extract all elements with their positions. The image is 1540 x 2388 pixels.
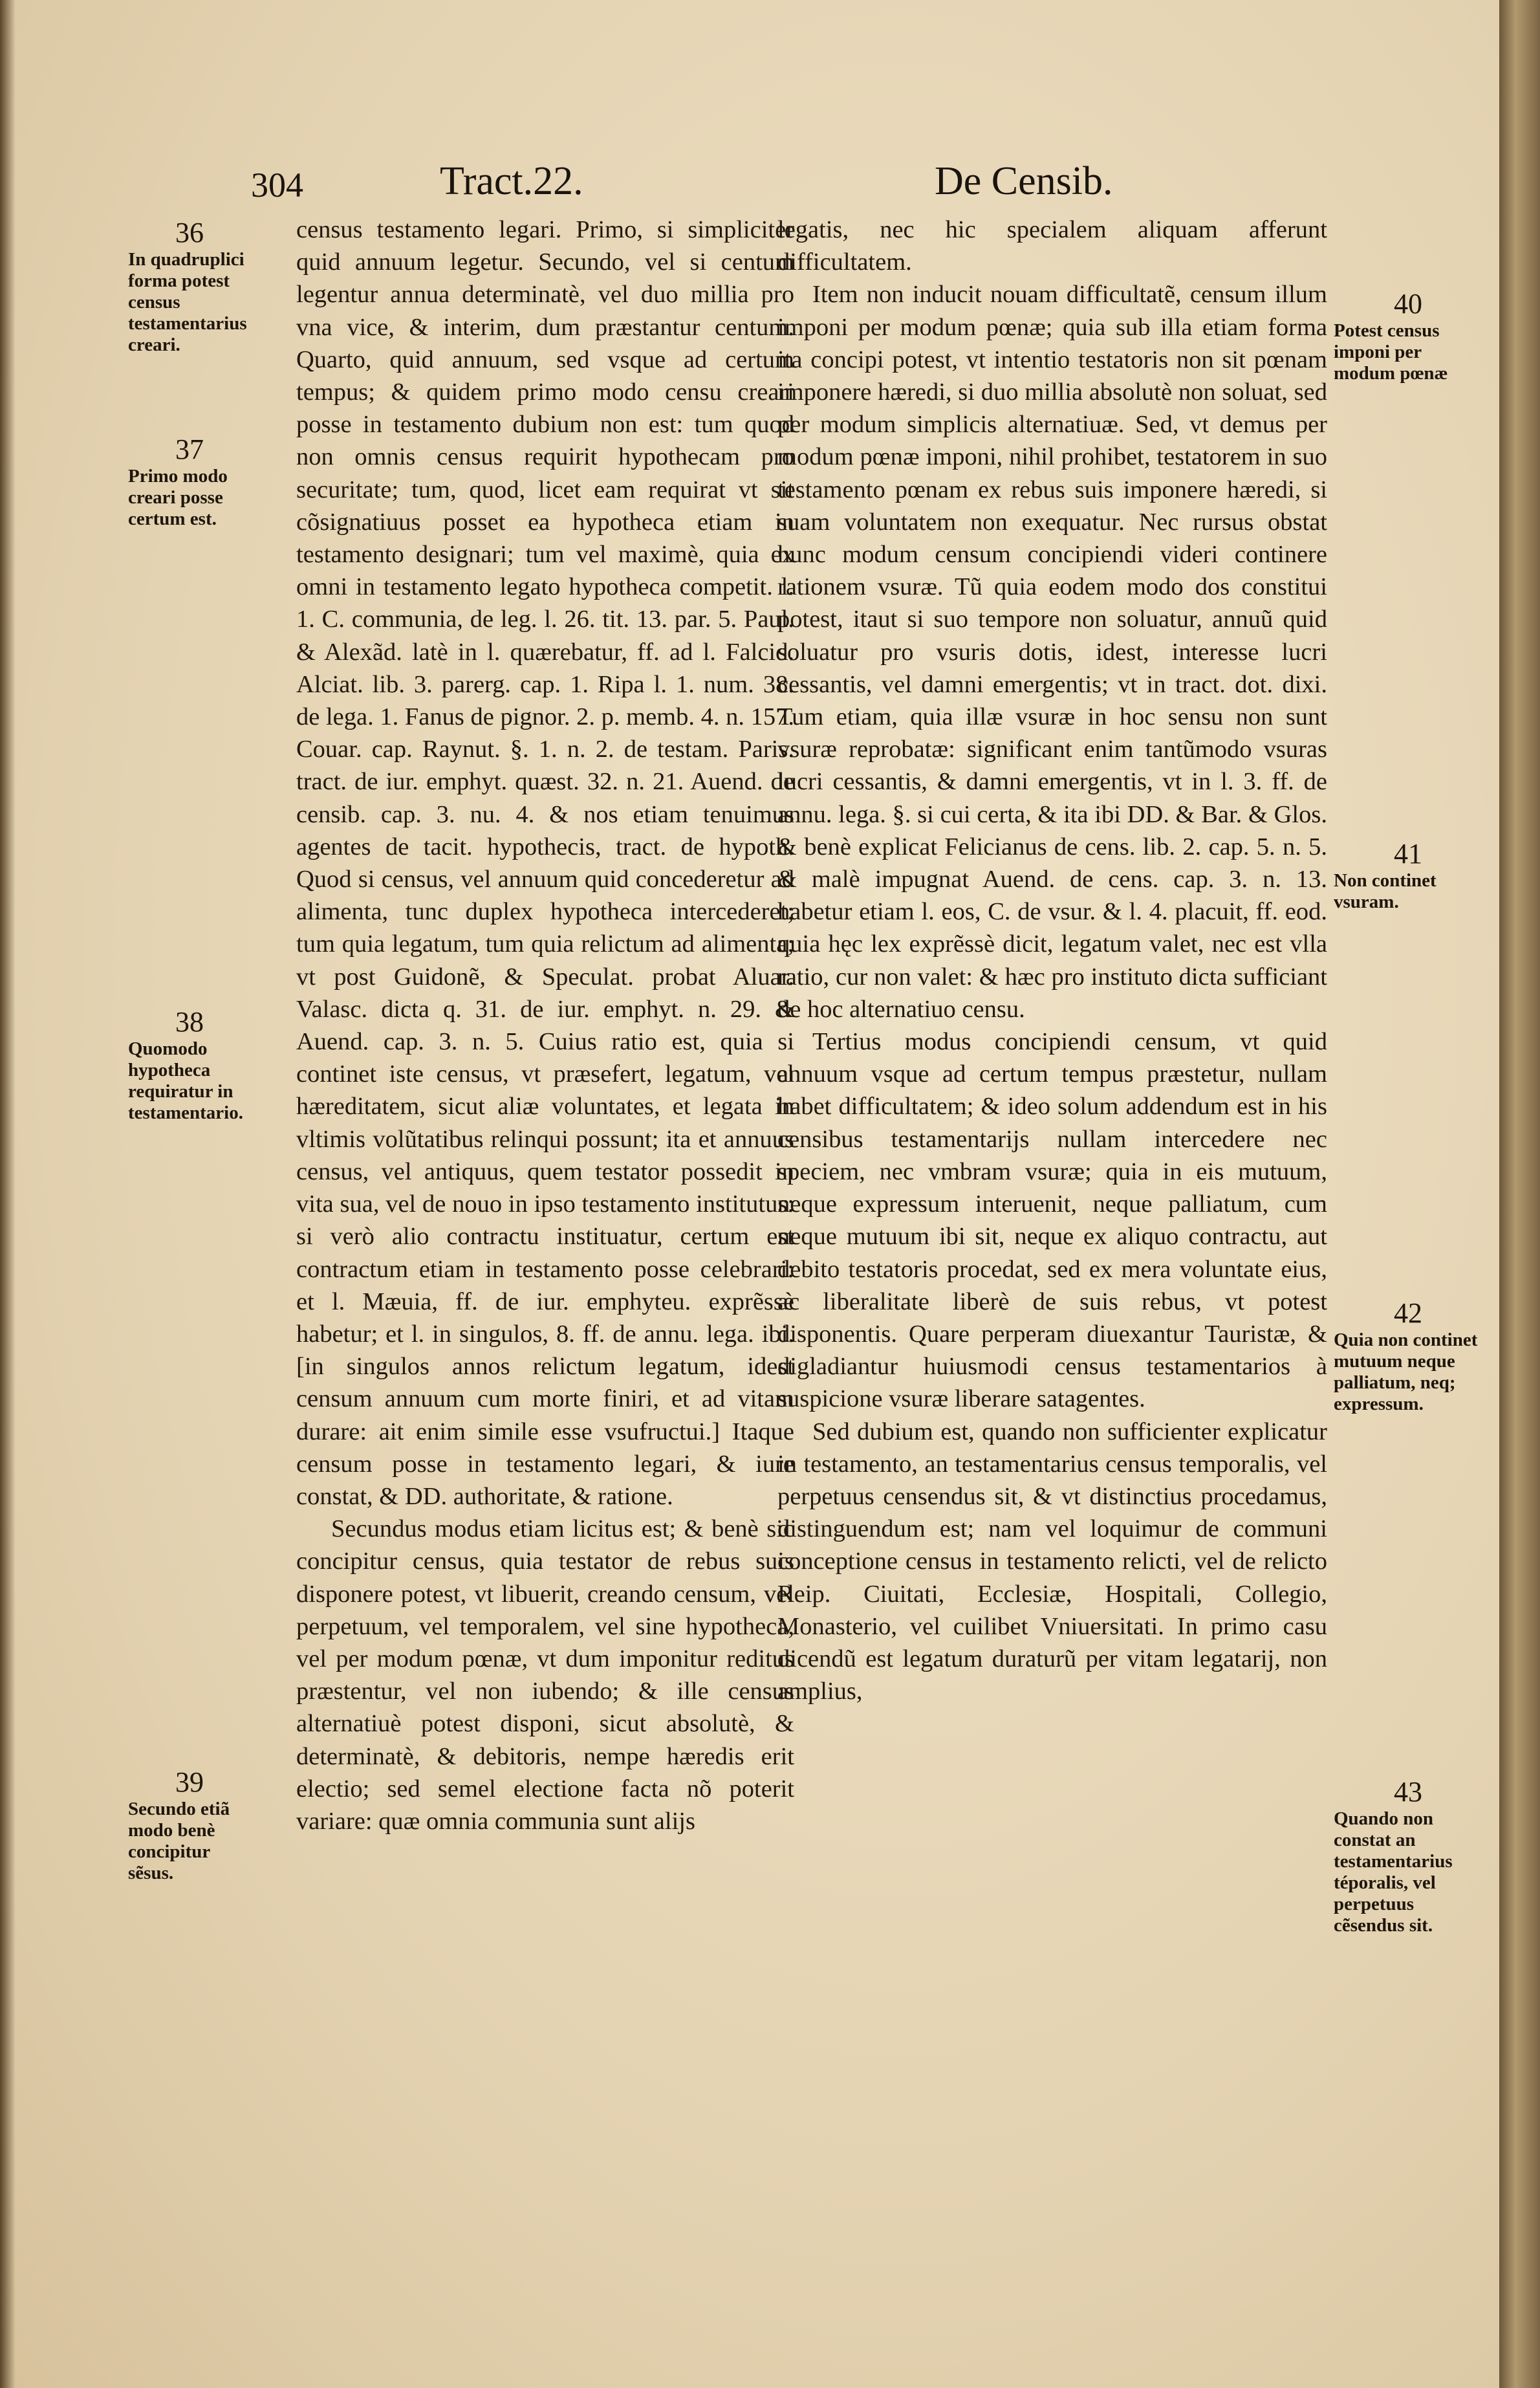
margin-note xyxy=(128,433,251,530)
paragraph: Sed dubium est, quando non sufficienter explicatur in testamento, an testamentarius census temporalis, vel perpetuus censendus sit, & vt distinctius procedamus, distinguendum est; nam vel loquimur de communi conceptione census in testamento relicti, vel de relicto Reip. Ciuitati, Ecclesiæ, Hospitali, Collegio, Monasterio, vel cuilibet Vniuersitati. In primo casu dicendũ est legatum duraturũ per vitam legatarij, non amplius, xyxy=(777,1418,1327,1705)
paragraph: Tertius modus concipiendi censum, vt quid annuum vsque ad certum tempus præstetur, nullam habet difficultatem; & ideo solum addendum est in his censibus testamentarijs nullam intercedere nec speciem, nec vmbram vsuræ; quia in eis mutuum, neque expressum interuenit, neque palliatum, cum neque mutuum ibi sit, neque ex aliquo contractu, aut debito testatoris procedat, sed ex mera voluntate eius, ac liberalitate liberè de suis rebus, vt potest disponentis. Quare perperam diuexantur Tauristæ, & digladiantur huiusmodi census testamentarios à suspicione vsuræ liberare satagentes. xyxy=(777,1028,1327,1413)
margin-note-number: 42 xyxy=(1394,1297,1422,1329)
running-title-right: De Censib. xyxy=(935,159,1113,203)
margin-note xyxy=(128,1006,251,1124)
margin-note-text: Quomodo hypotheca requiratur in testamentario. xyxy=(128,1038,243,1123)
paragraph: Item non inducit nouam difficultatẽ, censum illum imponi per modum pœnæ; quia sub illa etiam forma ita concipi potest, vt intentio testatoris non sit pœnam imponere hæredi, si duo millia absolutè non soluat, sed per modum simplicis alternatiuæ. Sed, vt demus per modum pœnæ imponi, nihil prohibet, testatorem in suo testamento pœnam ex rebus suis imponere hæredi, si suam voluntatem non exequatur. Nec rursus obstat hunc modum censum concipiendi videri continere rationem vsuræ. Tũ quia eodem modo dos constitui potest, itaut si suo tempore non soluatur, annuũ quid soluatur pro vsuris dotis, idest, interesse lucri cessantis, vel damni emergentis; vt in tract. dot. dixi. Tum etiam, quia illæ vsuræ in hoc sensu non sunt vsuræ reprobatæ: significant enim tantũmodo vsuras lucri cessantis, & damni emergentis, vt in l. 3. ff. de annu. lega. §. si cui certa, & ita ibi DD. & Bar. & Glos. & benè explicat Felicianus de cens. lib. 2. cap. 5. n. 5. & malè impugnat Auend. de cens. cap. 3. n. 13. habetur etiam l. eos, C. de vsur. & l. 4. placuit, ff. eod. quia hęc lex exprẽssè dicit, legatum valet, nec est vlla ratio, cur non valet: & hæc pro instituto dicta sufficiant de hoc alternatiuo censu. xyxy=(777,281,1327,1023)
margin-note-text: Quia non continet mutuum neque palliatum, neq; expressum. xyxy=(1334,1330,1478,1414)
paragraph: census testamento legari. Primo, si simpliciter quid annuum legetur. Secundo, vel si centum legentur annua determinatè, vel duo millia pro vna vice, & interim, dum præstantur centum. Quarto, quid annuum, sed vsque ad certum tempus; & quidem primo modo censu creari posse in testamento dubium non est: tum quod non omnis census requirit hypothecam pro securitate; tum, quod, licet eam requirat vt sit cõsignatiuus posset ea hypotheca etiam in testamento designari; tum vel maximè, quia ex omni in testamento legato hypotheca competit. l. 1. C. communia, de leg. l. 26. tit. 13. par. 5. Paul. & Alexãd. latè in l. quærebatur, ff. ad l. Falcid. Alciat. lib. 3. parerg. cap. 1. Ripa l. 1. num. 38. de lega. 1. Fanus de pignor. 2. p. memb. 4. n. 157. Couar. cap. Raynut. §. 1. n. 2. de testam. Paris. tract. de iur. emphyt. quæst. 32. n. 21. Auend. de censib. cap. 3. nu. 4. & nos etiam tenuimus agentes de tacit. hypothecis, tract. de hypoth. Quod si census, vel annuum quid concederetur ad alimenta, tunc duplex hypotheca intercederet; tum quia legatum, tum quia relictum ad alimenta; vt post Guidonẽ, & Speculat. probat Aluar. Valasc. dicta q. 31. de iur. emphyt. n. 29. & Auend. cap. 3. n. 5. Cuius ratio est, quia si continet iste census, vt præsefert, legatum, vel hæreditatem, sicut aliæ voluntates, et legata in vltimis volũtatibus relinqui possunt; ita et annuus census, vel antiquus, quem testator possedit in vita sua, vel de nouo in ipso testamento institutus: si verò alio contractu instituatur, certum est contractum etiam in testamento posse celebrari: et l. Mæuia, ff. de iur. emphyteu. exprẽssè habetur; et l. in singulos, 8. ff. de annu. lega. ibi. [in singulos annos relictum legatum, idest censum annuum cum morte finiri, et ad vitam durare: ait enim simile esse vsufructui.] Itaque censum posse in testamento legari, & iure constat, & DD. authoritate, & ratione. xyxy=(296,216,794,1510)
margin-note-number: 36 xyxy=(175,217,204,248)
page-number: 304 xyxy=(251,166,303,204)
margin-note-number: 37 xyxy=(175,433,204,465)
margin-note-text: Non continet vsuram. xyxy=(1334,870,1437,912)
paragraph: legatis, nec hic specialem aliquam afferunt difficultatem. xyxy=(777,216,1327,276)
margin-note-number: 40 xyxy=(1394,288,1422,320)
running-title-left: Tract.22. xyxy=(440,159,583,203)
margin-note xyxy=(128,217,251,356)
margin-note-number: 39 xyxy=(175,1766,204,1798)
margin-note-number: 41 xyxy=(1394,838,1422,870)
margin-note-number: 43 xyxy=(1394,1776,1422,1808)
text-column-left xyxy=(296,214,794,1837)
binding-shadow xyxy=(0,0,16,2388)
margin-note-text: In quadruplici forma potest census testamentarius creari. xyxy=(128,249,247,355)
margin-note-text: Quando non constat an testamentarius téporalis, vel perpetuus cẽsendus sit. xyxy=(1334,1808,1453,1936)
margin-note xyxy=(1334,1297,1482,1415)
margin-note-number: 38 xyxy=(175,1006,204,1038)
paragraph: Secundus modus etiam licitus est; & benè sic concipitur census, quia testator de rebus suis disponere potest, vt libuerit, creando censum, vel perpetuum, vel temporalem, vel sine hypotheca, vel per modum pœnæ, vt dum imponitur reditus præstentur, vel non iubendo; & ille census alternatiuè potest disponi, sicut absolutè, & determinatè, & debitoris, nempe hæredis erit electio; sed semel electione facta nõ poterit variare: quæ omnia communia sunt alijs xyxy=(296,1515,794,1835)
margin-note xyxy=(128,1766,251,1884)
margin-note-text: Secundo etiã modo benè concipitur sẽsus. xyxy=(128,1799,230,1883)
text-column-right xyxy=(777,214,1327,1707)
margin-note-text: Potest census imponi per modum pœnæ xyxy=(1334,320,1448,384)
margin-note-text: Primo modo creari posse certum est. xyxy=(128,466,228,529)
page-header xyxy=(239,159,1339,210)
margin-note xyxy=(1334,1776,1482,1936)
margin-note xyxy=(1334,288,1482,384)
page-edge xyxy=(1499,0,1540,2388)
margin-note xyxy=(1334,838,1482,913)
